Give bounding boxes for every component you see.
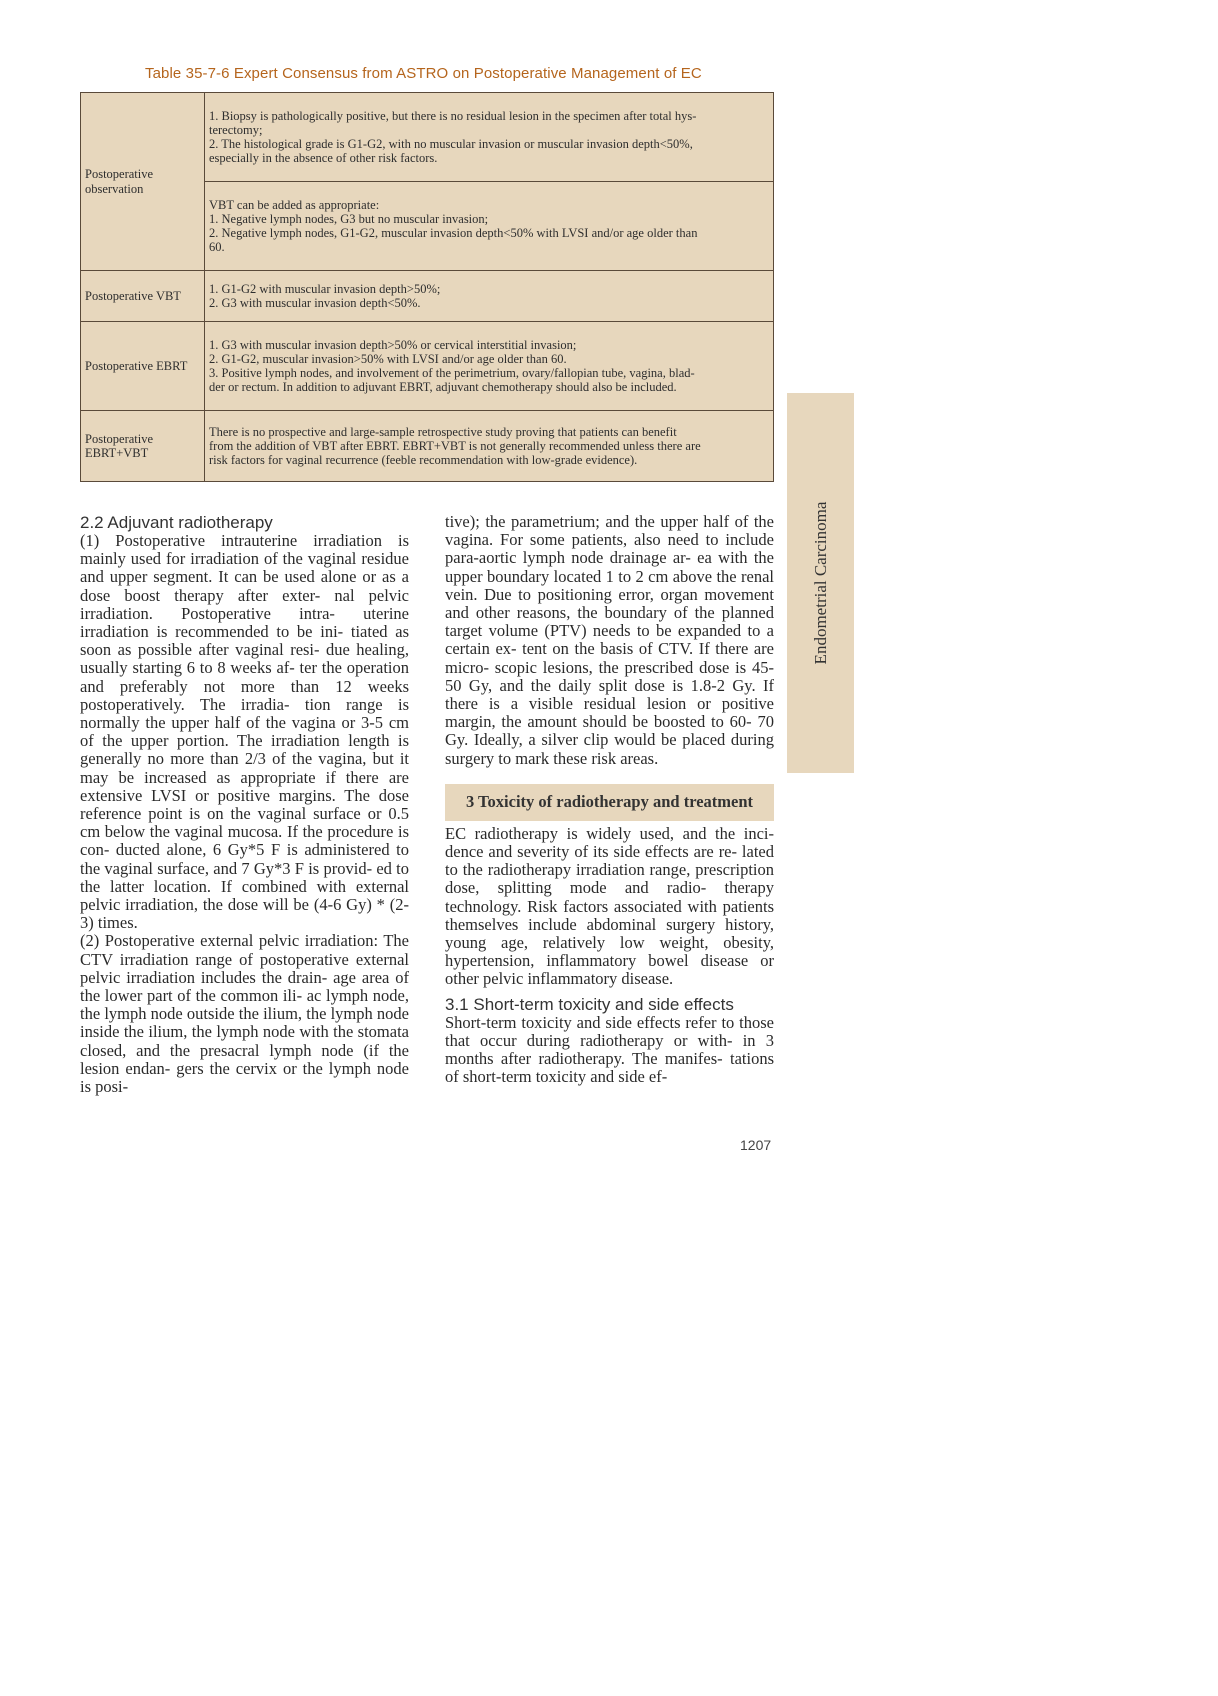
cell-line: 2. G1-G2, muscular invasion>50% with LVSI and/or age older than 60. [209,351,567,366]
cell-line: especially in the absence of other risk factors. [209,151,438,166]
row-label-postoperative-observation: Postoperative observation [81,93,205,271]
table-row [81,93,774,182]
consensus-table [80,92,774,482]
cell-line: 1. Biopsy is pathologically positive, but there is no residual lesion in the specimen after total hys- [209,108,697,123]
cell-line: 60. [209,240,225,255]
cell-line: 3. Positive lymph nodes, and involvement of the perimetrium, ovary/fallopian tube, vagina, blad- [209,366,695,380]
row-label-postoperative-ebrt: Postoperative EBRT [81,322,205,411]
cell-line: 2. Negative lymph nodes, G1-G2, muscular invasion depth<50% with LVSI and/or age older than [209,226,698,240]
paragraph-external-pelvic-irradiation: (2) Postoperative external pelvic irradiation: The CTV irradiation range of postoperative external pelvic irradiation includes the drain- age area of the lower part of the common ili- ac lymph node, the lymph node outside the ilium, the lymph node inside the ilium, the lymph node with the stomata closed, and the presacral lymph node (if the lesion endan- gers the cervix or the lymph node is posi- [80,931,409,1097]
table-cell [205,93,774,182]
table-cell [205,182,774,271]
chapter-side-tab [787,393,854,773]
cell-line: 2. The histological grade is G1-G2, with no muscular invasion or muscular invasion depth<50%, [209,137,693,151]
cell-line: from the addition of VBT after EBRT. EBRT+VBT is not generally recommended unless there are [209,438,701,453]
row-label-postoperative-ebrt-vbt: Postoperative EBRT+VBT [81,411,205,482]
cell-line: 1. G3 with muscular invasion depth>50% or cervical interstitial invasion; [209,337,577,352]
cell-line: risk factors for vaginal recurrence (feeble recommendation with low-grade evidence). [209,453,638,468]
table-cell [205,322,774,411]
table-row [81,322,774,411]
right-column [445,513,774,1086]
section-heading-3: 3 Toxicity of radiotherapy and treatment [445,784,774,821]
table-caption: Table 35-7-6 Expert Consensus from ASTRO on Postoperative Management of EC [145,65,702,82]
table-cell [205,271,774,322]
left-column [80,513,409,1096]
table-row [81,271,774,322]
cell-line: VBT can be added as appropriate: [209,197,380,212]
chapter-side-tab-label: Endometrial Carcinoma [810,501,830,665]
section-heading-2-2: 2.2 Adjuvant radiotherapy [80,513,273,532]
cell-line: 1. G1-G2 with muscular invasion depth>50%; [209,281,441,296]
table-cell [205,411,774,482]
row-label-postoperative-vbt: Postoperative VBT [81,271,205,322]
cell-line: der or rectum. In addition to adjuvant EBRT, adjuvant chemotherapy should also be included. [209,380,677,395]
paragraph-short-term-toxicity: Short-term toxicity and side effects refer to those that occur during radiotherapy or with- in 3 months after radiotherapy. The manifes- tations of short-term toxicity and side ef- [445,1012,774,1087]
table-row [81,411,774,482]
cell-line: There is no prospective and large-sample retrospective study proving that patients can benefit [209,424,677,439]
cell-line: 1. Negative lymph nodes, G3 but no muscular invasion; [209,211,489,226]
cell-line: terectomy; [209,122,263,137]
section-heading-3-1: 3.1 Short-term toxicity and side effects [445,994,734,1014]
paragraph-toxicity-intro: EC radiotherapy is widely used, and the inci- dence and severity of its side effects are re- lated to the radiotherapy irradiation range, prescription dose, splitting mode and radio- therapy technology. Risk factors associated with patients themselves include abdominal surgery history, young age, relatively low weight, obesity, hypertension, inflammatory bowel disease or other pelvic inflammatory disease. [445,823,774,989]
paragraph-intrauterine-irradiation: (1) Postoperative intrauterine irradiation is mainly used for irradiation of the vaginal residue and upper segment. It can be used alone or as a dose boost therapy after exter- nal pelvic irradiation. Postoperative intra- uterine irradiation is recommended to be ini- tiated as soon as possible after vaginal resi- due healing, usually starting 6 to 8 weeks af- ter the operation and preferably not more than 12 weeks postoperatively. The irradia- tion range is normally the upper half of the vagina or 3-5 cm of the upper portion. The irradiation length is generally no more than 2/3 of the vagina, but it may be increased as appropriate if there are extensive LVSI or positive margins. The dose reference point is on the vaginal surface or 0.5 cm below the vaginal mucosa. If the procedure is con- ducted alone, 6 Gy*5 F is administered to the vaginal surface, and 7 Gy*3 F is provid- ed to the latter location. If combined with external pelvic irradiation, the dose will be (4-6 Gy) * (2-3) times. [80,531,409,933]
paragraph-ctv-continued: tive); the parametrium; and the upper half of the vagina. For some patients, also need to include para-aortic lymph node drainage ar- ea with the upper boundary located 1 to 2 cm above the renal vein. Due to positioning error, organ movement and other reasons, the boundary of the planned target volume (PTV) needs to be expanded to a certain ex- tent on the basis of CTV. If there are micro- scopic lesions, the prescribed dose is 45-50 Gy, and the daily split dose is 1.8-2 Gy. If there is a visible residual lesion or positive margin, the amount should be boosted to 60- 70 Gy. Ideally, a silver clip would be placed during surgery to mark these risk areas. [445,512,774,768]
cell-line: 2. G3 with muscular invasion depth<50%. [209,296,421,310]
page-number: 1207 [740,1137,772,1153]
